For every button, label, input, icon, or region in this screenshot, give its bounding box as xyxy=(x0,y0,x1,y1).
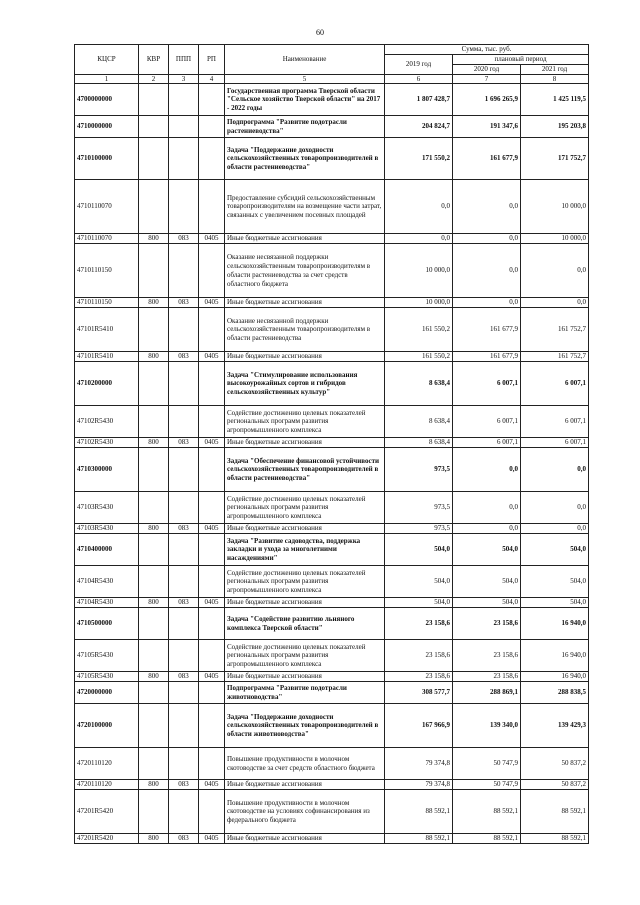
row-name: Оказание несвязанной поддержки сельскохозяйственным товаропроизводителям в области растениеводства xyxy=(225,308,385,352)
table-row xyxy=(75,704,589,748)
row-value-2019: 10 000,0 xyxy=(385,244,453,298)
row-ppp xyxy=(169,748,199,780)
row-rp xyxy=(199,534,225,566)
row-code: 47101R5410 xyxy=(75,308,139,352)
row-kvr xyxy=(139,308,169,352)
table-row xyxy=(75,84,589,116)
row-kvr xyxy=(139,790,169,834)
row-code: 47102R5430 xyxy=(75,406,139,438)
row-name: Задача "Поддержание доходности сельскохозяйственных товаропроизводителей в области животноводства" xyxy=(225,704,385,748)
row-value-2019: 8 638,4 xyxy=(385,362,453,406)
row-rp: 0405 xyxy=(199,438,225,448)
row-value-2019: 8 638,4 xyxy=(385,438,453,448)
row-name: Задача "Стимулирование использования высокоурожайных сортов и гибридов сельскохозяйственных культур" xyxy=(225,362,385,406)
row-name: Иные бюджетные ассигнования xyxy=(225,672,385,682)
row-value-2021: 16 940,0 xyxy=(521,672,589,682)
row-value-2021: 50 837,2 xyxy=(521,748,589,780)
row-value-2020: 50 747,9 xyxy=(453,780,521,790)
row-ppp xyxy=(169,704,199,748)
table-row xyxy=(75,640,589,672)
row-value-2019: 504,0 xyxy=(385,598,453,608)
row-value-2020: 6 007,1 xyxy=(453,362,521,406)
row-kvr xyxy=(139,362,169,406)
header-col-number: 1 xyxy=(75,74,139,84)
row-kvr xyxy=(139,492,169,524)
row-value-2021: 88 592,1 xyxy=(521,790,589,834)
row-code: 4710000000 xyxy=(75,116,139,138)
header-col-number: 7 xyxy=(453,74,521,84)
row-kvr: 800 xyxy=(139,438,169,448)
row-kvr xyxy=(139,640,169,672)
row-code: 47101R5410 xyxy=(75,352,139,362)
row-name: Иные бюджетные ассигнования xyxy=(225,352,385,362)
row-value-2020: 0,0 xyxy=(453,524,521,534)
row-code: 4710110150 xyxy=(75,244,139,298)
row-code: 4720000000 xyxy=(75,682,139,704)
row-code: 47201R5420 xyxy=(75,790,139,834)
row-kvr: 800 xyxy=(139,524,169,534)
row-kvr xyxy=(139,748,169,780)
header-col-number: 6 xyxy=(385,74,453,84)
row-name: Повышение продуктивности в молочном скотоводстве на условиях софинансирования из федерального бюджета xyxy=(225,790,385,834)
row-name: Повышение продуктивности в молочном скотоводстве за счет средств областного бюджета xyxy=(225,748,385,780)
row-name: Иные бюджетные ассигнования xyxy=(225,780,385,790)
row-rp xyxy=(199,244,225,298)
row-ppp xyxy=(169,448,199,492)
row-value-2021: 161 752,7 xyxy=(521,308,589,352)
row-value-2021: 504,0 xyxy=(521,534,589,566)
row-value-2020: 6 007,1 xyxy=(453,438,521,448)
header-name: Наименование xyxy=(225,45,385,75)
row-kvr xyxy=(139,138,169,180)
row-code: 4710400000 xyxy=(75,534,139,566)
row-value-2019: 79 374,8 xyxy=(385,780,453,790)
row-value-2019: 23 158,6 xyxy=(385,608,453,640)
row-code: 4710110150 xyxy=(75,298,139,308)
row-value-2020: 0,0 xyxy=(453,244,521,298)
row-name: Иные бюджетные ассигнования xyxy=(225,234,385,244)
row-ppp xyxy=(169,180,199,234)
row-value-2020: 161 677,9 xyxy=(453,308,521,352)
row-value-2021: 0,0 xyxy=(521,524,589,534)
row-ppp xyxy=(169,492,199,524)
table-row xyxy=(75,534,589,566)
row-kvr xyxy=(139,704,169,748)
header-2019: 2019 год xyxy=(385,55,453,75)
row-kvr xyxy=(139,448,169,492)
table-row xyxy=(75,524,589,534)
row-name: Оказание несвязанной поддержки сельскохозяйственным товаропроизводителям в области растениеводства за счет средств областного бюджета xyxy=(225,244,385,298)
row-value-2021: 171 752,7 xyxy=(521,138,589,180)
row-value-2021: 10 000,0 xyxy=(521,234,589,244)
row-rp xyxy=(199,84,225,116)
budget-table xyxy=(74,44,589,844)
row-value-2020: 6 007,1 xyxy=(453,406,521,438)
row-rp xyxy=(199,492,225,524)
table-row xyxy=(75,308,589,352)
row-value-2020: 504,0 xyxy=(453,566,521,598)
header-plan-period: плановый период xyxy=(453,55,589,65)
row-code: 4710110070 xyxy=(75,234,139,244)
row-value-2019: 1 807 428,7 xyxy=(385,84,453,116)
row-rp: 0405 xyxy=(199,780,225,790)
row-value-2020: 88 592,1 xyxy=(453,834,521,844)
row-code: 47104R5430 xyxy=(75,566,139,598)
table-row xyxy=(75,352,589,362)
header-col-number: 2 xyxy=(139,74,169,84)
row-ppp: 083 xyxy=(169,524,199,534)
row-value-2021: 139 429,3 xyxy=(521,704,589,748)
row-rp xyxy=(199,790,225,834)
row-value-2021: 16 940,0 xyxy=(521,640,589,672)
row-value-2020: 88 592,1 xyxy=(453,790,521,834)
row-kvr: 800 xyxy=(139,234,169,244)
row-ppp xyxy=(169,640,199,672)
header-col-number: 8 xyxy=(521,74,589,84)
row-name: Содействие достижению целевых показателей региональных программ развития агропромышленного комплекса xyxy=(225,566,385,598)
table-row xyxy=(75,406,589,438)
row-code: 4710300000 xyxy=(75,448,139,492)
row-value-2021: 88 592,1 xyxy=(521,834,589,844)
row-name: Иные бюджетные ассигнования xyxy=(225,598,385,608)
header-col-number: 4 xyxy=(199,74,225,84)
header-kvr: КВР xyxy=(139,45,169,75)
row-value-2021: 195 203,8 xyxy=(521,116,589,138)
row-rp xyxy=(199,640,225,672)
row-ppp: 083 xyxy=(169,352,199,362)
row-rp: 0405 xyxy=(199,834,225,844)
row-code: 47103R5430 xyxy=(75,524,139,534)
row-value-2021: 16 940,0 xyxy=(521,608,589,640)
row-value-2021: 161 752,7 xyxy=(521,352,589,362)
row-value-2019: 161 550,2 xyxy=(385,308,453,352)
row-value-2020: 23 158,6 xyxy=(453,608,521,640)
row-code: 47104R5430 xyxy=(75,598,139,608)
row-value-2020: 0,0 xyxy=(453,234,521,244)
row-code: 4720100000 xyxy=(75,704,139,748)
row-value-2019: 161 550,2 xyxy=(385,352,453,362)
table-row xyxy=(75,598,589,608)
row-value-2020: 23 158,6 xyxy=(453,640,521,672)
row-rp xyxy=(199,180,225,234)
row-ppp xyxy=(169,362,199,406)
table-body xyxy=(75,84,589,844)
row-value-2020: 0,0 xyxy=(453,448,521,492)
row-value-2020: 0,0 xyxy=(453,180,521,234)
table-row xyxy=(75,492,589,524)
row-ppp: 083 xyxy=(169,780,199,790)
row-name: Содействие достижению целевых показателей региональных программ развития агропромышленного комплекса xyxy=(225,406,385,438)
row-name: Подпрограмма "Развитие подотрасли растениеводства" xyxy=(225,116,385,138)
row-kvr: 800 xyxy=(139,672,169,682)
row-code: 47105R5430 xyxy=(75,672,139,682)
row-rp: 0405 xyxy=(199,598,225,608)
row-name: Иные бюджетные ассигнования xyxy=(225,524,385,534)
row-value-2019: 973,5 xyxy=(385,524,453,534)
row-value-2021: 6 007,1 xyxy=(521,406,589,438)
row-kvr xyxy=(139,566,169,598)
row-value-2019: 8 638,4 xyxy=(385,406,453,438)
row-rp xyxy=(199,704,225,748)
row-code: 47105R5430 xyxy=(75,640,139,672)
row-value-2020: 50 747,9 xyxy=(453,748,521,780)
row-ppp xyxy=(169,406,199,438)
row-kvr: 800 xyxy=(139,780,169,790)
row-ppp: 083 xyxy=(169,834,199,844)
row-code: 4710200000 xyxy=(75,362,139,406)
row-kvr xyxy=(139,406,169,438)
row-ppp: 083 xyxy=(169,438,199,448)
row-value-2019: 204 824,7 xyxy=(385,116,453,138)
row-name: Задача "Развитие садоводства, поддержка закладки и ухода за многолетними насаждениями" xyxy=(225,534,385,566)
row-ppp xyxy=(169,682,199,704)
row-value-2021: 504,0 xyxy=(521,598,589,608)
row-rp xyxy=(199,116,225,138)
header-rp: РП xyxy=(199,45,225,75)
row-code: 47102R5430 xyxy=(75,438,139,448)
row-value-2020: 0,0 xyxy=(453,298,521,308)
row-rp xyxy=(199,608,225,640)
row-kvr xyxy=(139,608,169,640)
header-kcsr: КЦСР xyxy=(75,45,139,75)
header-col-number: 3 xyxy=(169,74,199,84)
row-name: Предоставление субсидий сельскохозяйственным товаропроизводителям на возмещение части затрат, связанных с увеличением посевных площадей xyxy=(225,180,385,234)
row-code: 4720110120 xyxy=(75,748,139,780)
row-value-2021: 0,0 xyxy=(521,448,589,492)
header-col-number: 5 xyxy=(225,74,385,84)
row-kvr: 800 xyxy=(139,352,169,362)
table-row xyxy=(75,682,589,704)
row-value-2020: 504,0 xyxy=(453,534,521,566)
row-name: Иные бюджетные ассигнования xyxy=(225,438,385,448)
header-2021: 2021 год xyxy=(521,64,589,74)
row-value-2020: 139 340,0 xyxy=(453,704,521,748)
row-value-2021: 6 007,1 xyxy=(521,438,589,448)
row-kvr: 800 xyxy=(139,598,169,608)
row-value-2021: 0,0 xyxy=(521,492,589,524)
row-value-2021: 288 838,5 xyxy=(521,682,589,704)
row-code: 4710500000 xyxy=(75,608,139,640)
row-value-2019: 504,0 xyxy=(385,534,453,566)
row-kvr xyxy=(139,84,169,116)
row-code: 4720110120 xyxy=(75,780,139,790)
row-kvr xyxy=(139,244,169,298)
row-rp xyxy=(199,448,225,492)
row-ppp xyxy=(169,308,199,352)
row-name: Подпрограмма "Развитие подотрасли животноводства" xyxy=(225,682,385,704)
row-value-2021: 50 837,2 xyxy=(521,780,589,790)
row-value-2019: 504,0 xyxy=(385,566,453,598)
row-ppp: 083 xyxy=(169,672,199,682)
table-row xyxy=(75,780,589,790)
row-code: 47201R5420 xyxy=(75,834,139,844)
row-value-2021: 0,0 xyxy=(521,298,589,308)
header-2020: 2020 год xyxy=(453,64,521,74)
row-rp: 0405 xyxy=(199,672,225,682)
row-value-2021: 6 007,1 xyxy=(521,362,589,406)
row-ppp xyxy=(169,116,199,138)
row-rp: 0405 xyxy=(199,524,225,534)
row-name: Задача "Обеспечение финансовой устойчивости сельскохозяйственных товаропроизводителей в области растениеводства" xyxy=(225,448,385,492)
page-number: 60 xyxy=(316,28,324,37)
row-value-2019: 973,5 xyxy=(385,492,453,524)
row-rp xyxy=(199,138,225,180)
row-value-2020: 191 347,6 xyxy=(453,116,521,138)
row-rp xyxy=(199,748,225,780)
row-value-2019: 23 158,6 xyxy=(385,640,453,672)
row-value-2019: 973,5 xyxy=(385,448,453,492)
row-name: Содействие достижению целевых показателей региональных программ развития агропромышленного комплекса xyxy=(225,640,385,672)
table-row xyxy=(75,362,589,406)
row-code: 4700000000 xyxy=(75,84,139,116)
row-kvr xyxy=(139,682,169,704)
row-ppp xyxy=(169,244,199,298)
row-rp xyxy=(199,406,225,438)
header-ppp: ППП xyxy=(169,45,199,75)
table-row xyxy=(75,438,589,448)
row-ppp xyxy=(169,84,199,116)
row-value-2019: 79 374,8 xyxy=(385,748,453,780)
table-row xyxy=(75,180,589,234)
row-value-2019: 88 592,1 xyxy=(385,790,453,834)
row-value-2020: 23 158,6 xyxy=(453,672,521,682)
row-value-2020: 1 696 265,9 xyxy=(453,84,521,116)
row-ppp xyxy=(169,534,199,566)
row-value-2020: 288 869,1 xyxy=(453,682,521,704)
row-value-2020: 504,0 xyxy=(453,598,521,608)
row-value-2021: 0,0 xyxy=(521,244,589,298)
row-value-2020: 161 677,9 xyxy=(453,352,521,362)
row-value-2020: 161 677,9 xyxy=(453,138,521,180)
row-value-2020: 0,0 xyxy=(453,492,521,524)
row-name: Иные бюджетные ассигнования xyxy=(225,298,385,308)
row-code: 4710100000 xyxy=(75,138,139,180)
row-rp: 0405 xyxy=(199,234,225,244)
row-rp xyxy=(199,566,225,598)
row-kvr xyxy=(139,116,169,138)
row-value-2019: 23 158,6 xyxy=(385,672,453,682)
row-value-2019: 308 577,7 xyxy=(385,682,453,704)
row-value-2019: 10 000,0 xyxy=(385,298,453,308)
row-code: 4710110070 xyxy=(75,180,139,234)
row-name: Государственная программа Тверской области "Сельское хозяйство Тверской области" на 2017 - 2022 годы xyxy=(225,84,385,116)
row-kvr xyxy=(139,534,169,566)
row-value-2021: 1 425 119,5 xyxy=(521,84,589,116)
row-name: Содействие достижению целевых показателей региональных программ развития агропромышленного комплекса xyxy=(225,492,385,524)
table-row xyxy=(75,566,589,598)
row-rp: 0405 xyxy=(199,352,225,362)
row-ppp xyxy=(169,566,199,598)
row-name: Задача "Поддержание доходности сельскохозяйственных товаропроизводителей в области растениеводства" xyxy=(225,138,385,180)
row-value-2019: 0,0 xyxy=(385,234,453,244)
row-value-2021: 10 000,0 xyxy=(521,180,589,234)
row-rp: 0405 xyxy=(199,298,225,308)
table-row xyxy=(75,234,589,244)
row-kvr: 800 xyxy=(139,834,169,844)
row-ppp: 083 xyxy=(169,234,199,244)
row-ppp: 083 xyxy=(169,298,199,308)
row-kvr: 800 xyxy=(139,298,169,308)
row-rp xyxy=(199,682,225,704)
table-row xyxy=(75,748,589,780)
row-ppp xyxy=(169,790,199,834)
row-value-2019: 88 592,1 xyxy=(385,834,453,844)
row-value-2019: 0,0 xyxy=(385,180,453,234)
row-code: 47103R5430 xyxy=(75,492,139,524)
table-row xyxy=(75,834,589,844)
row-name: Иные бюджетные ассигнования xyxy=(225,834,385,844)
row-ppp xyxy=(169,138,199,180)
row-rp xyxy=(199,362,225,406)
table-row xyxy=(75,608,589,640)
row-rp xyxy=(199,308,225,352)
row-name: Задача "Содействие развитию льняного комплекса Тверской области" xyxy=(225,608,385,640)
row-value-2019: 167 966,9 xyxy=(385,704,453,748)
table-row xyxy=(75,448,589,492)
table-row xyxy=(75,138,589,180)
table-row xyxy=(75,116,589,138)
header-sum: Сумма, тыс. руб. xyxy=(385,45,589,55)
row-value-2021: 504,0 xyxy=(521,566,589,598)
row-value-2019: 171 550,2 xyxy=(385,138,453,180)
table-row xyxy=(75,298,589,308)
row-ppp xyxy=(169,608,199,640)
table-row xyxy=(75,790,589,834)
row-ppp: 083 xyxy=(169,598,199,608)
table-row xyxy=(75,244,589,298)
row-kvr xyxy=(139,180,169,234)
table-row xyxy=(75,672,589,682)
